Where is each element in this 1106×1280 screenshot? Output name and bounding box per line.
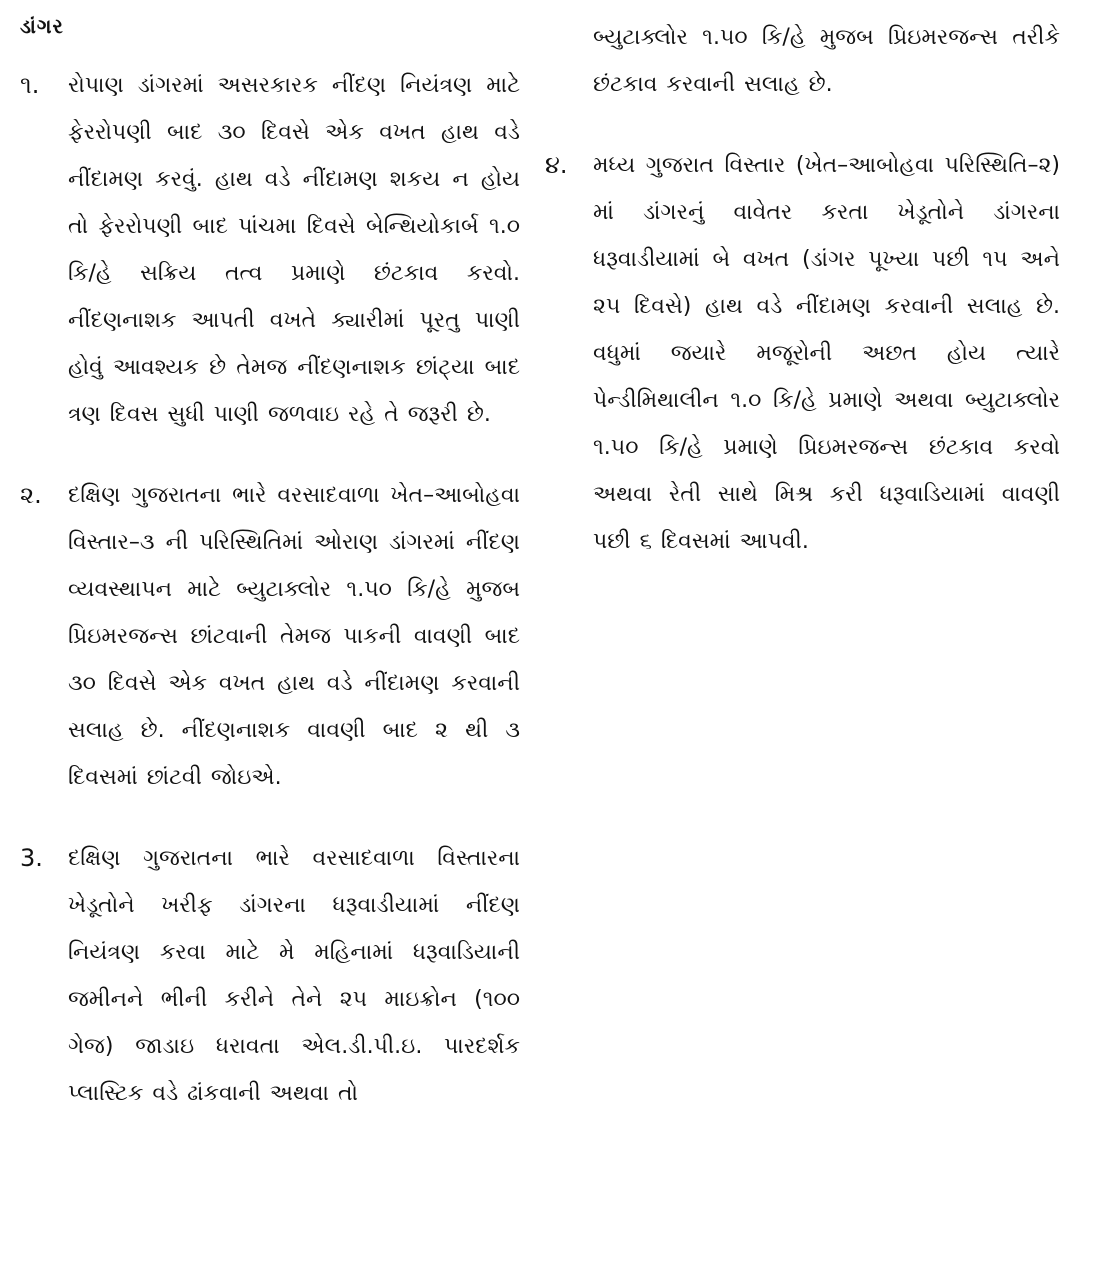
item-number: ૪. xyxy=(545,151,568,179)
list-item xyxy=(20,472,520,801)
item-text: દક્ષિણ ગુજરાતના ભારે વરસાદવાળા વિસ્તારના ખેડૂતોને ખરીફ ડાંગરના ધરૂવાડીયામાં નીંદણ નિયંત્રણ કરવા માટે મે મહિનામાં ધરૂવાડિયાની જમીનને ભીની કરીને તેને ૨૫ માઇક્રોન (૧૦૦ ગેજ) જાડાઇ ધરાવતા એલ.ડી.પી.ઇ. પારદર્શક પ્લાસ્ટિક વડે ઢાંકવાની અથવા તો xyxy=(68,846,520,1106)
item-text: મધ્ય ગુજરાત વિસ્તાર (ખેત–આબોહવા પરિસ્થિતિ–૨) માં ડાંગરનું વાવેતર કરતા ખેડૂતોને ડાંગરના ધરૂવાડીયામાં બે વખત (ડાંગર પૂખ્યા પછી ૧૫ અને ૨૫ દિવસે) હાથ વડે નીંદામણ કરવાની સલાહ છે. વધુમાં જયારે મજૂરોની અછત હોય ત્યારે પેન્ડીમિથાલીન ૧.૦ કિ/હે પ્રમાણે અથવા બ્યુટાક્લોર ૧.૫૦ કિ/હે પ્રમાણે પ્રિઇમરજન્સ છંટકાવ કરવો અથવા રેતી સાથે મિશ્ર કરી ધરૂવાડિયામાં વાવણી પછી ૬ દિવસમાં આપવી. xyxy=(593,153,1060,554)
item-number: ૧. xyxy=(20,71,40,99)
list-item xyxy=(20,835,520,1117)
section-heading: ડાંગર xyxy=(20,14,64,38)
left-column xyxy=(20,62,520,1151)
list-item xyxy=(20,62,520,438)
item-text: રોપાણ ડાંગરમાં અસરકારક નીંદણ નિયંત્રણ માટે ફેરરોપણી બાદ ૩૦ દિવસે એક વખત હાથ વડે નીંદામણ કરવું. હાથ વડે નીંદામણ શકય ન હોય તો ફેરરોપણી બાદ પાંચમા દિવસે બેન્થિયોકાર્બ ૧.૦ કિ/હે સક્રિય તત્વ પ્રમાણે છંટકાવ કરવો. નીંદણનાશક આપતી વખતે ક્યારીમાં પૂરતુ પાણી હોવું આવશ્યક છે તેમજ નીંદણનાશક છાંટ્યા બાદ ત્રણ દિવસ સુધી પાણી જળવાઇ રહે તે જરૂરી છે. xyxy=(68,73,520,427)
item-number: ૨. xyxy=(20,481,42,509)
item-text: દક્ષિણ ગુજરાતના ભારે વરસાદવાળા ખેત–આબોહવા વિસ્તાર–૩ ની પરિસ્થિતિમાં ઓરાણ ડાંગરમાં નીંદણ વ્યવસ્થાપન માટે બ્યુટાક્લોર ૧.૫૦ કિ/હે મુજબ પ્રિઇમરજન્સ છાંટવાની તેમજ પાકની વાવણી બાદ ૩૦ દિવસે એક વખત હાથ વડે નીંદામણ કરવાની સલાહ છે. નીંદણનાશક વાવણી બાદ ૨ થી ૩ દિવસમાં છાંટવી જોઇએ. xyxy=(68,483,520,790)
continued-text: બ્યુટાક્લોર ૧.૫૦ કિ/હે મુજબ પ્રિઇમરજન્સ તરીકે છંટકાવ કરવાની સલાહ છે. xyxy=(593,25,1060,97)
right-column xyxy=(545,14,1060,599)
list-item xyxy=(545,142,1060,565)
item-number: 3. xyxy=(20,844,43,872)
